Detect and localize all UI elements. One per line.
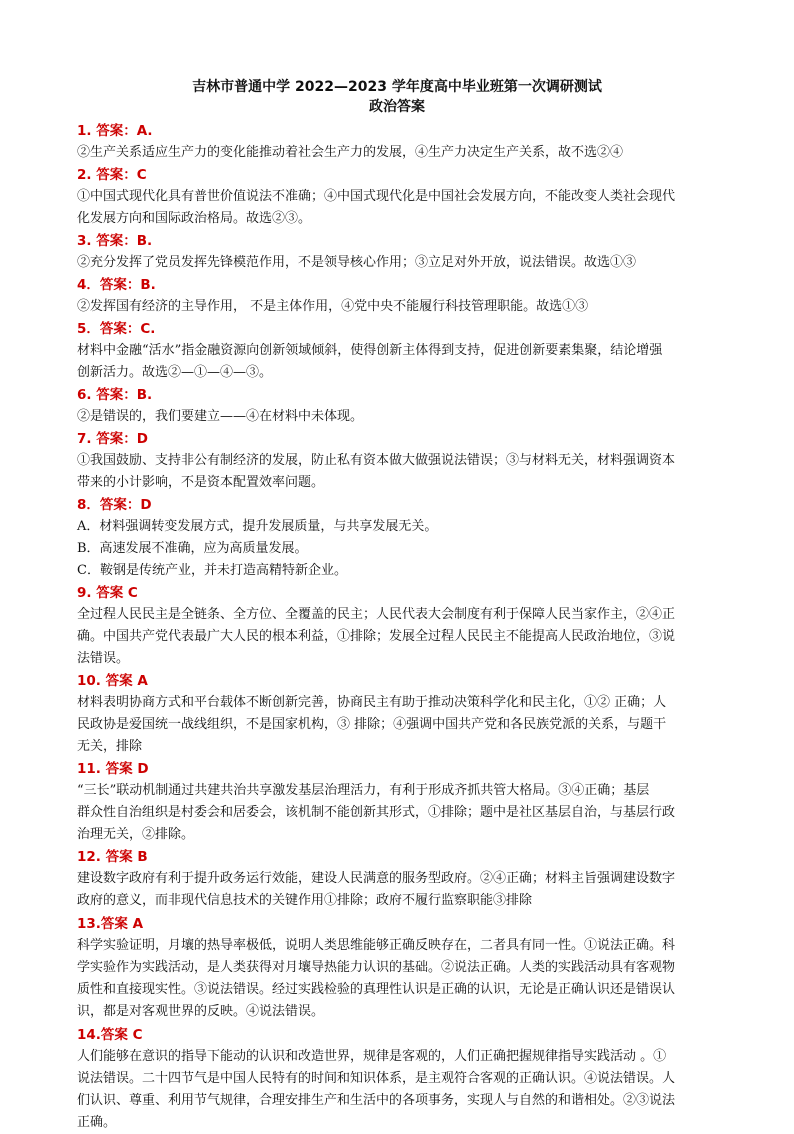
answer-item-7: [77, 428, 719, 494]
answer-item-2: [77, 164, 719, 230]
answer-item-4: [77, 274, 719, 318]
explanation-line: 建设数字政府有利于提升政务运行效能，建设人民满意的服务型政府。②④正确；材料主旨强调建设数字: [77, 871, 676, 886]
explanation-line: “三长”联动机制通过共建共治共享激发基层治理活力，有利于形成齐抓共管大格局。③④正确；基层: [77, 783, 650, 798]
answer-item-12: [77, 846, 719, 912]
answer-heading: 6. 答案：B.: [77, 387, 153, 403]
explanation-line: 法错误。: [77, 651, 130, 666]
answer-heading: 9. 答案 C: [77, 585, 138, 601]
explanation-line: 群众性自治组织是村委会和居委会，该机制不能创新其形式，①排除；题中是社区基层自治，与基层行政: [77, 805, 676, 820]
explanation-line: 化发展方向和国际政治格局。故选②③。: [77, 211, 312, 226]
answer-heading: 14.答案 C: [77, 1027, 143, 1043]
answer-heading: 13.答案 A: [77, 916, 144, 932]
answer-item-6: [77, 384, 719, 428]
answer-heading: 11. 答案 D: [77, 761, 149, 777]
answer-heading: 1. 答案：A.: [77, 123, 153, 139]
explanation-line: ②发挥国有经济的主导作用， 不是主体作用，④党中央不能履行科技管理职能。故选①③: [77, 299, 589, 314]
answer-item-8: [77, 494, 719, 582]
explanation-line: 政府的意义，而非现代信息技术的关键作用①排除；政府不履行监察职能③排除: [77, 893, 533, 908]
explanation-line: 材料表明协商方式和平台载体不断创新完善，协商民主有助于推动决策科学化和民主化，①② 正确；人: [77, 695, 667, 710]
explanation-line: C．鞍钢是传统产业，并未打造高精特新企业。: [77, 563, 347, 578]
answer-item-13: [77, 913, 719, 1023]
explanation-line: ①中国式现代化具有普世价值说法不准确；④中国式现代化是中国社会发展方向，不能改变人类社会现代: [77, 189, 676, 204]
answer-item-9: [77, 582, 719, 670]
answer-heading: 10. 答案 A: [77, 673, 148, 689]
explanation-line: 科学实验证明，月壤的热导率极低，说明人类思维能够正确反映存在，二者具有同一性。①说法正确。科: [77, 938, 676, 953]
answer-heading: 5．答案：C.: [77, 321, 156, 337]
explanation-line: ①我国鼓励、支持非公有制经济的发展，防止私有资本做大做强说法错误；③与材料无关，材料强调资本: [77, 453, 676, 468]
answer-item-3: [77, 230, 719, 274]
answer-heading: 7. 答案：D: [77, 431, 148, 447]
explanation-line: 们认识、尊重、利用节气规律，合理安排生产和生活中的各项事务，实现人与自然的和谐相处。②③说法: [77, 1093, 676, 1108]
answer-item-11: [77, 758, 719, 846]
explanation-line: ②是错误的，我们要建立——④在材料中未体现。: [77, 409, 364, 424]
explanation-line: 说法错误。二十四节气是中国人民特有的时间和知识体系，是主观符合客观的正确认识。④说法错误。人: [77, 1071, 676, 1086]
explanation-line: B．高速发展不准确，应为高质量发展。: [77, 541, 308, 556]
explanation-line: 人们能够在意识的指导下能动的认识和改造世界，规律是客观的，人们正确把握规律指导实践活动 。①: [77, 1049, 667, 1064]
answer-heading: 8．答案：D: [77, 497, 152, 513]
explanation-line: 学实验作为实践活动，是人类获得对月壤导热能力认识的基础。②说法正确。人类的实践活动具有客观物: [77, 960, 676, 975]
explanation-line: 质性和直接现实性。③说法错误。经过实践检验的真理性认识是正确的认识，无论是正确认识还是错误认: [77, 982, 676, 997]
explanation-line: 无关，排除: [77, 739, 143, 754]
explanation-line: 识，都是对客观世界的反映。④说法错误。: [77, 1004, 325, 1019]
explanation-line: 治理无关，②排除。: [77, 827, 195, 842]
explanation-line: 全过程人民民主是全链条、全方位、全覆盖的民主；人民代表大会制度有利于保障人民当家作主，②④正: [77, 607, 676, 622]
document-title: 吉林市普通中学 2022—2023 学年度高中毕业班第一次调研测试: [192, 79, 602, 95]
answer-item-14: [77, 1024, 719, 1134]
explanation-line: A．材料强调转变发展方式，提升发展质量，与共享发展无关。: [77, 519, 438, 534]
answer-item-10: [77, 670, 719, 758]
answer-item-5: [77, 318, 719, 384]
explanation-line: 确。中国共产党代表最广大人民的根本利益，①排除；发展全过程人民民主不能提高人民政治地位，③说: [77, 629, 676, 644]
explanation-line: 材料中金融“活水”指金融资源向创新领域倾斜，使得创新主体得到支持，促进创新要素集聚，结论增强: [77, 343, 663, 358]
answer-heading: 4．答案：B.: [77, 277, 156, 293]
explanation-line: ②充分发挥了党员发挥先锋模范作用，不是领导核心作用；③立足对外开放，说法错误。故选①③: [77, 255, 637, 270]
explanation-line: 带来的小计影响，不是资本配置效率问题。: [77, 475, 325, 490]
explanation-line: 民政协是爱国统一战线组织，不是国家机构，③ 排除；④强调中国共产党和各民族党派的关系，与题干: [77, 717, 667, 732]
explanation-line: 创新活力。故选②—①—④—③。: [77, 365, 273, 380]
explanation-line: ②生产关系适应生产力的变化能推动着社会生产力的发展，④生产力决定生产关系，故不选②④: [77, 145, 624, 160]
document-subtitle: 政治答案: [369, 99, 425, 115]
explanation-line: 正确。: [77, 1115, 117, 1130]
answer-item-1: [77, 120, 719, 164]
answer-heading: 2. 答案：C: [77, 167, 147, 183]
answer-heading: 3. 答案：B.: [77, 233, 153, 249]
answer-list: [77, 120, 719, 1134]
answer-heading: 12. 答案 B: [77, 849, 148, 865]
